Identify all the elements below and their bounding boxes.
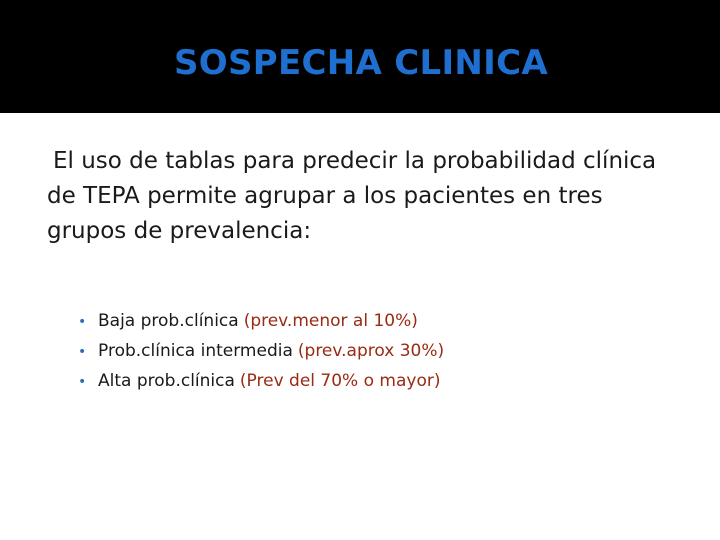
bullet-dot-icon: • [78,374,87,390]
bullet-label: Baja prob.clínica [98,311,239,331]
bullet-dot-icon: • [78,344,87,360]
intro-paragraph: El uso de tablas para predecir la probabilidad clínica de TEPA permite agrupar a los pacientes en tres grupos de prevalencia: [47,148,657,244]
bullet-note: (Prev del 70% o mayor) [239,371,441,391]
slide-title: SOSPECHA CLINICA [173,43,549,83]
bullet-label: Prob.clínica intermedia [98,341,293,361]
bullet-label: Alta prob.clínica [98,371,235,391]
bullet-item-high [78,367,444,397]
bullet-note: (prev.aprox 30%) [297,341,445,361]
bullet-note: (prev.menor al 10%) [243,311,418,331]
bullet-item-intermediate [78,337,444,367]
bullet-item-low [78,307,444,337]
bullet-list [78,307,444,397]
bullet-dot-icon: • [78,314,87,330]
